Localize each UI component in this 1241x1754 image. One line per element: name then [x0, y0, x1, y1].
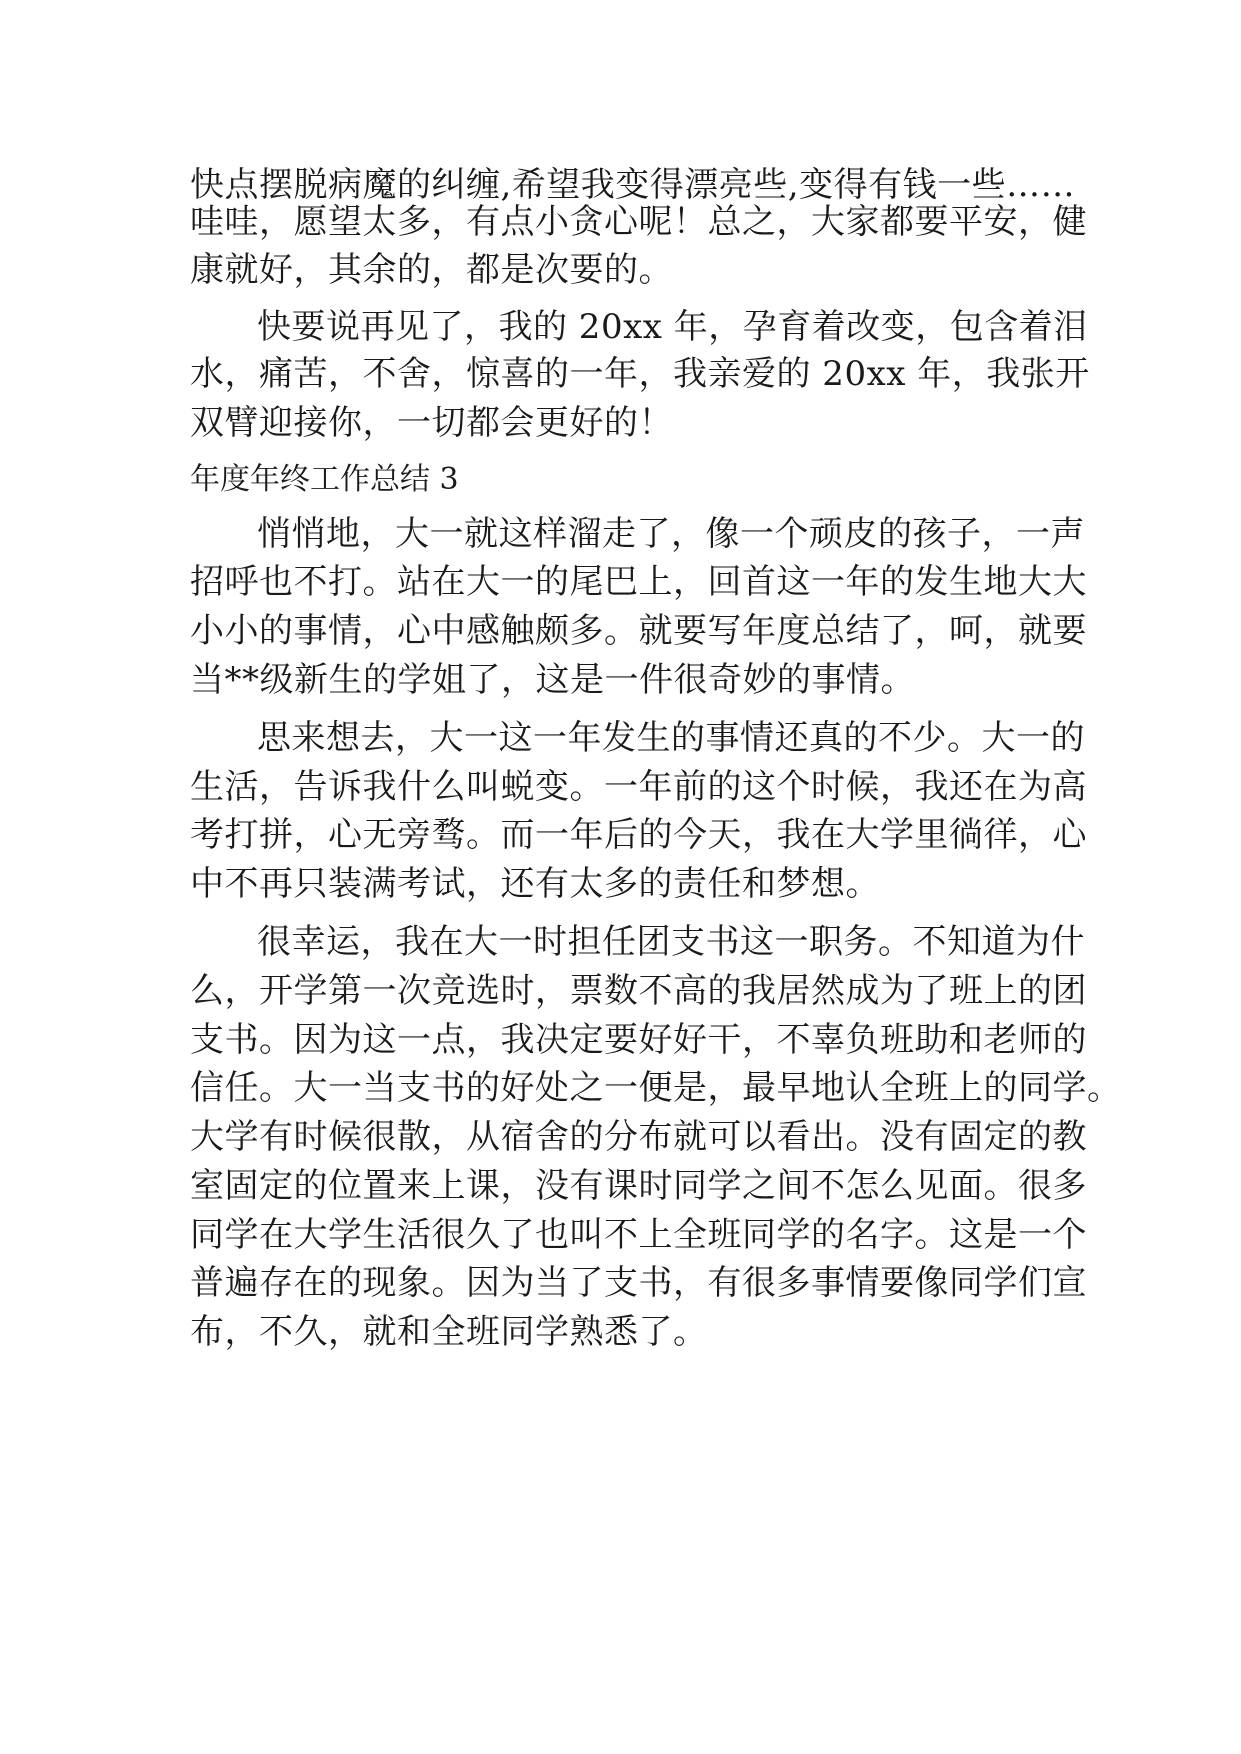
paragraph-4-line-3: 考打拼，心无旁骛。而一年后的今天，我在大学里徜徉，心 [190, 815, 1087, 855]
paragraph-1-line-1: 快点摆脱病魔的纠缠,希望我变得漂亮些,变得有钱一些…… [190, 165, 1076, 205]
paragraph-2-line-1: 快要说再见了，我的 20xx 年，孕育着改变，包含着泪 [257, 307, 1088, 347]
paragraph-5-line-9: 布，不久，就和全班同学熟悉了。 [190, 1312, 708, 1352]
paragraph-2-line-3: 双臂迎接你，一切都会更好的！ [190, 403, 673, 443]
paragraph-3-line-4: 当**级新生的学姐了，这是一件很奇妙的事情。 [190, 660, 915, 700]
paragraph-2-line-2: 水，痛苦，不舍，惊喜的一年，我亲爱的 20xx 年，我张开 [190, 354, 1090, 394]
paragraph-3-line-3: 小小的事情，心中感触颇多。就要写年度总结了，呵，就要 [190, 611, 1087, 651]
paragraph-1-line-2: 哇哇，愿望太多，有点小贪心呢！总之，大家都要平安，健 [190, 202, 1087, 242]
paragraph-5-line-2: 么，开学第一次竞选时，票数不高的我居然成为了班上的团 [190, 971, 1087, 1011]
paragraph-5-line-1: 很幸运，我在大一时担任团支书这一职务。不知道为什 [257, 922, 1085, 962]
paragraph-3-line-1: 悄悄地，大一就这样溜走了，像一个顽皮的孩子，一声 [257, 514, 1085, 554]
paragraph-5-line-8: 普遍存在的现象。因为当了支书，有很多事情要像同学们宣 [190, 1263, 1087, 1303]
paragraph-5-line-4: 信任。大一当支书的好处之一便是，最早地认全班上的同学。 [190, 1068, 1122, 1108]
paragraph-5-line-6: 室固定的位置来上课，没有课时同学之间不怎么见面。很多 [190, 1166, 1087, 1206]
paragraph-5-line-3: 支书。因为这一点，我决定要好好干，不辜负班助和老师的 [190, 1020, 1087, 1060]
paragraph-5-line-5: 大学有时候很散，从宿舍的分布就可以看出。没有固定的教 [190, 1117, 1087, 1157]
paragraph-5-line-7: 同学在大学生活很久了也叫不上全班同学的名字。这是一个 [190, 1215, 1087, 1255]
paragraph-1-line-3: 康就好，其余的，都是次要的。 [190, 250, 673, 290]
paragraph-4-line-4: 中不再只装满考试，还有太多的责任和梦想。 [190, 864, 880, 904]
paragraph-3-line-2: 招呼也不打。站在大一的尾巴上，回首这一年的发生地大大 [190, 562, 1087, 602]
section-heading: 年度年终工作总结 3 [190, 462, 459, 497]
paragraph-4-line-1: 思来想去，大一这一年发生的事情还真的不少。大一的 [257, 718, 1085, 758]
paragraph-4-line-2: 生活，告诉我什么叫蜕变。一年前的这个时候，我还在为高 [190, 767, 1087, 807]
